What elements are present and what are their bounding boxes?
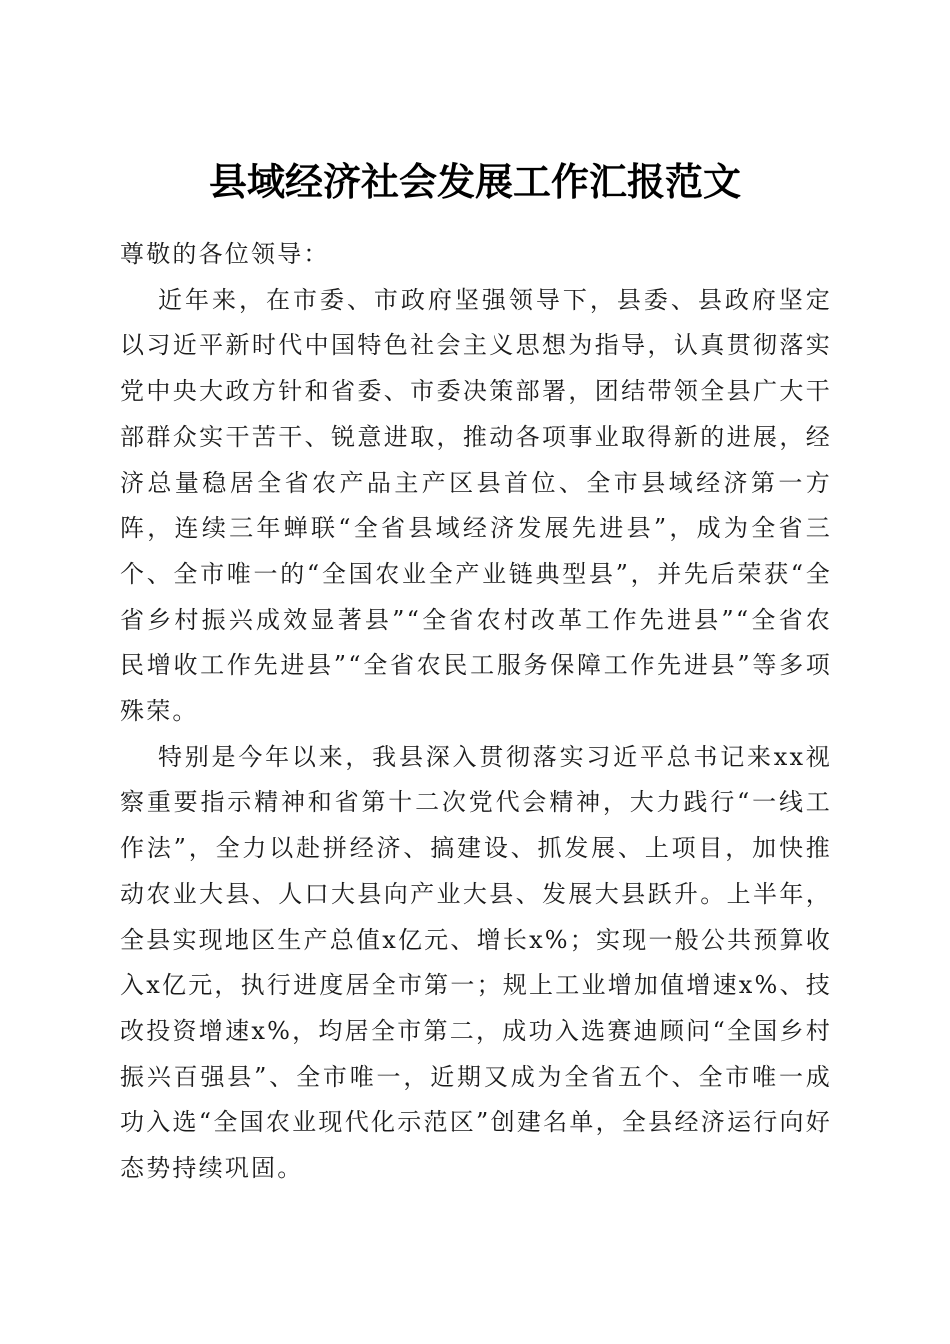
document-body bbox=[120, 232, 832, 1192]
paragraph-1: 近年来，在市委、市政府坚强领导下，县委、县政府坚定以习近平新时代中国特色社会主义思想为指导，认真贯彻落实党中央大政方针和省委、市委决策部署，团结带领全县广大干部群众实干苦干、锐意进取，推动各项事业取得新的进展，经济总量稳居全省农产品主产区县首位、全市县域经济第一方阵，连续三年蝉联“全省县域经济发展先进县”，成为全省三个、全市唯一的“全国农业全产业链典型县”，并先后荣获“全省乡村振兴成效显著县”“全省农村改革工作先进县”“全省农民增收工作先进县”“全省农民工服务保障工作先进县”等多项殊荣。 bbox=[120, 285, 832, 726]
salutation: 尊敬的各位领导： bbox=[120, 240, 330, 268]
paragraph-2: 特别是今年以来，我县深入贯彻落实习近平总书记来xx视察重要指示精神和省第十二次党代会精神，大力践行“一线工作法”，全力以赴拼经济、搞建设、抓发展、上项目，加快推动农业大县、人口大县向产业大县、发展大县跃升。上半年，全县实现地区生产总值x亿元、增长x%；实现一般公共预算收入x亿元，执行进度居全市第一；规上工业增加值增速x%、技改投资增速x%，均居全市第二，成功入选赛迪顾问“全国乡村振兴百强县”、全市唯一，近期又成为全省五个、全市唯一成功入选“全国农业现代化示范区”创建名单，全县经济运行向好态势持续巩固。 bbox=[120, 742, 832, 1183]
document-title: 县域经济社会发展工作汇报范文 bbox=[208, 159, 741, 205]
